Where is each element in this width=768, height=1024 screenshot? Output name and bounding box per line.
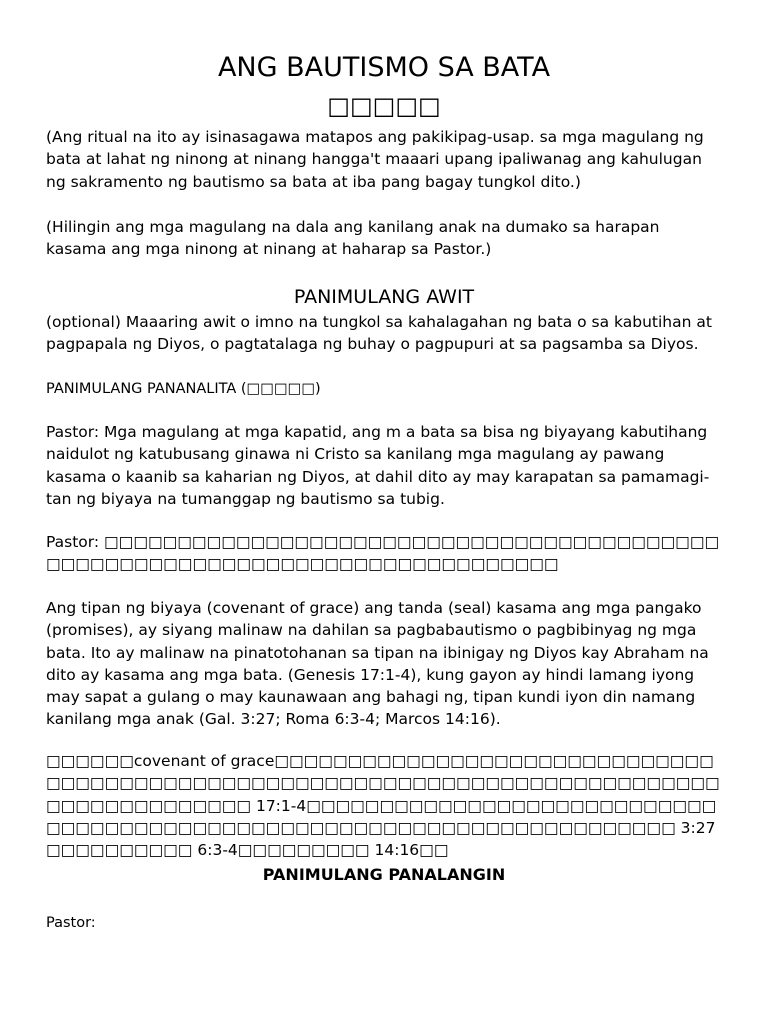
covenant-cjk-paragraph: □□□□□□covenant of grace□□□□□□□□□□□□□□□□□□□□□□□□□□□□□□□□□□□□□□□□□□□□□□□□□□□□□□□□□□□□□□□□□□□□□□□□□□□□□□□□□□□□□□□□□□ 17:1-4□□□□□□□□□□□□□□□□□□□□□□□□□□□□□□□□□□□□□□□□□□□□□□□□□□□□□□□□□□□□□□□□□□□□□□□ 3:27□□□□□□□□□□ 6:3-4□□□□□□□□□ 14:16□□ — [46, 752, 720, 860]
opening-prayer-heading: PANIMULANG PANALANGIN — [262, 865, 506, 884]
opening-words-pastor-cjk-paragraph: Pastor: □□□□□□□□□□□□□□□□□□□□□□□□□□□□□□□□□□□□□□□□□□□□□□□□□□□□□□□□□□□□□□□□□□□□□□□□□□□□□ — [46, 533, 720, 574]
intro-paragraph: (Ang ritual na ito ay isinasagawa matapos ang pakikipag-usap. sa mga magulang ng bata at lahat ng ninong at ninang hangga't maaari upang ipaliwanag ang kahulugan ng sakramento ng bautismo sa bata at iba pang bagay tungkol dito.) — [46, 128, 704, 191]
opening-song-heading: PANIMULANG AWIT — [293, 286, 475, 308]
opening-prayer-pastor-label: Pastor: — [46, 915, 96, 931]
opening-words-pastor-paragraph: Pastor: Mga magulang at mga kapatid, ang m a bata sa bisa ng biyayang kabutihang naidulot ng katubusang ginawa ni Cristo sa kanilang mga magulang ay pawang kasama o kaanib sa kaharian ng Diyos, at dahil dito ay may karapatan sa pamamagi- tan ng biyaya na tumanggap ng bautismo sa tubig. — [46, 423, 710, 508]
covenant-paragraph: Ang tipan ng biyaya (covenant of grace) ang tanda (seal) kasama ang mga pangako (promises), ay siyang malinaw na dahilan sa pagbabautismo o pagbibinyag ng mga bata. Ito ay malinaw na pinatotohanan sa tipan na ibinigay ng Diyos kay Abraham na dito ay kasama ang mga bata. (Genesis 17:1-4), kung gayon ay hindi lamang iyong may sapat a gulang o may kaunawaan ang bahagi ng, tipan kundi iyon din namang kanilang mga anak (Gal. 3:27; Roma 6:3-4; Marcos 14:16). — [46, 599, 709, 729]
opening-song-text: (optional) Maaaring awit o imno na tungkol sa kahalagahan ng bata o sa kabutihan at pagpapala ng Diyos, o pagtatalaga ng buhay o pagpupuri at sa pagsamba sa Diyos. — [46, 313, 712, 354]
document-subtitle: □□□□□ — [327, 92, 441, 120]
instruction-paragraph: (Hilingin ang mga magulang na dala ang kanilang anak na dumako sa harapan kasama ang mga ninong at ninang at haharap sa Pastor.) — [46, 218, 660, 259]
opening-words-label: PANIMULANG PANANALITA (□□□□□) — [46, 381, 321, 397]
document-title: ANG BAUTISMO SA BATA — [217, 52, 551, 83]
